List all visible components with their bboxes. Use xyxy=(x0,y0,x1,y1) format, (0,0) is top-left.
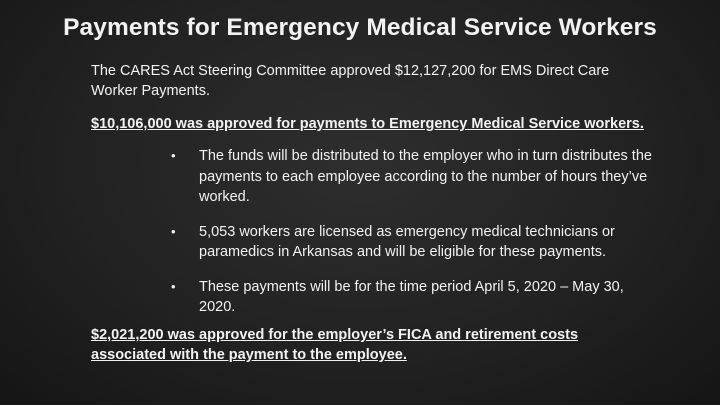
intro-paragraph: The CARES Act Steering Committee approved $12,127,200 for EMS Direct Care Worker Payments. xyxy=(91,63,610,99)
bullet-item xyxy=(171,146,661,208)
bullet-item xyxy=(171,222,661,263)
ems-workers-heading: $10,106,000 was approved for payments to Emergency Medical Service workers. xyxy=(91,116,644,132)
bullet-text: The funds will be distributed to the employer who in turn distributes the payments to each employee according to the number of hours they’ve worked. xyxy=(199,148,652,205)
bullet-icon: • xyxy=(171,223,176,239)
slide-title: Payments for Emergency Medical Service Workers xyxy=(63,14,657,41)
bullet-item xyxy=(171,277,661,318)
bullet-list xyxy=(171,146,661,332)
bullet-text: These payments will be for the time period April 5, 2020 – May 30, 2020. xyxy=(199,278,624,315)
bullet-text: 5,053 workers are licensed as emergency medical technicians or paramedics in Arkansas and will be eligible for these payments. xyxy=(199,223,615,260)
employer-costs-heading: $2,021,200 was approved for the employer’s FICA and retirement costs associated with the payment to the employee. xyxy=(91,327,579,363)
bullet-icon: • xyxy=(171,278,176,294)
bullet-icon: • xyxy=(171,148,176,163)
